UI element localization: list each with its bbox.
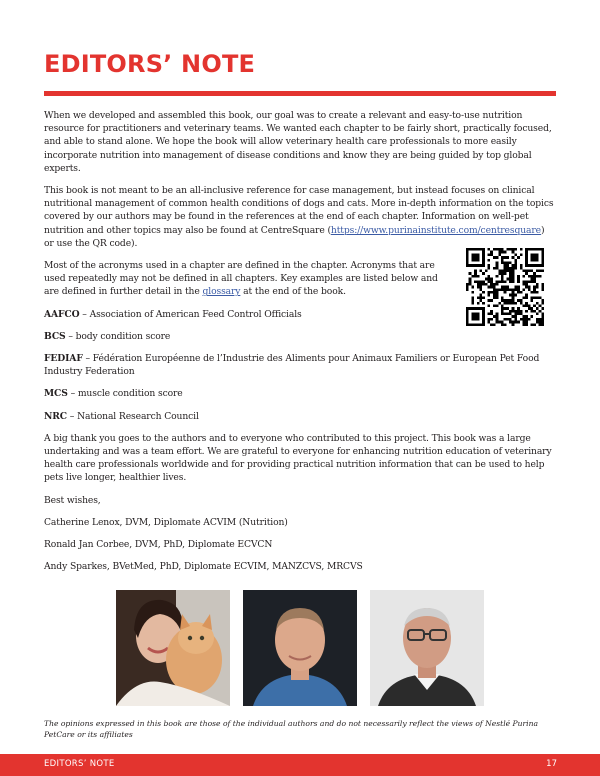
thanks-paragraph: A big thank you goes to the authors and to everyone who contributed to this project. This book was a large undertaking and was a team effort. We are grateful to everyone for enhancing nutrition education of veterinary health care professionals worldwide and for providing practical nutrition information that can be used to help pets live longer, healthier lives.	[44, 432, 552, 484]
editor-name: Andy Sparkes, BVetMed, PhD, Diplomate ECVIM, MANZCVS, MRCVS	[44, 561, 363, 573]
footer-section-label: EDITORS’ NOTE	[44, 759, 115, 769]
glossary-link[interactable]: glossary	[202, 286, 241, 298]
closing-line: Best wishes,	[44, 494, 101, 506]
acronym-intro-text-1: Most of the acronyms used in a chapter are defined in the chapter. Acronyms that are used repeatedly may not be defined in all chapters. Key examples are listed below and are defined in further detail in the	[44, 260, 438, 298]
acronym-term: NRC	[44, 410, 67, 422]
editor-photos	[116, 590, 486, 706]
editor-name: Catherine Lenox, DVM, Diplomate ACVIM (Nutrition)	[44, 516, 288, 528]
acronym-intro-paragraph	[44, 259, 449, 299]
intro-paragraph: When we developed and assembled this book, our goal was to create a relevant and easy-to-use nutrition resource for practitioners and veterinary teams. We wanted each chapter to be fairly short, practically focused, and able to stand alone. We hope the book will allow veterinary health care professionals to more easily incorporate nutrition into management of disease conditions and know they are being guided by top global experts.	[44, 110, 552, 174]
acronym-definition: – body condition score	[65, 330, 171, 342]
page-title: EDITORS’ NOTE	[44, 50, 256, 78]
photo-editor-glasses	[370, 590, 484, 706]
centresquare-link[interactable]: https://www.purinainstitute.com/centresquare	[330, 224, 541, 236]
acronym-intro-text-2: at the end of the book.	[240, 286, 346, 298]
acronym-item	[44, 387, 556, 400]
main-content	[44, 109, 556, 582]
page-footer	[0, 754, 600, 776]
acronym-definition: – National Research Council	[67, 410, 199, 422]
title-rule	[44, 91, 556, 96]
acronym-item	[44, 330, 556, 343]
photo-editor-blue-shirt	[243, 590, 357, 706]
acronym-definition: – muscle condition score	[67, 388, 183, 400]
qr-code-image[interactable]	[466, 248, 544, 326]
acronym-definition: – Fédération Européenne de l’Industrie des Aliments pour Animaux Familiers or European Pet Food Industry Federation	[44, 353, 540, 378]
acronym-term: MCS	[44, 388, 68, 400]
acronym-term: BCS	[44, 330, 66, 342]
acronym-item	[44, 410, 556, 423]
disclaimer: The opinions expressed in this book are those of the individual authors and do not necessarily reflect the views of Nestlé Purina PetCare or its affiliates	[44, 719, 539, 739]
acronym-definition: – Association of American Feed Control Officials	[79, 308, 302, 320]
acronym-item	[44, 352, 556, 378]
page-number: 17	[546, 759, 557, 769]
reference-text-2: or use the QR code).	[44, 237, 138, 249]
photo-editor-with-cat	[116, 590, 230, 706]
reference-paragraph: This book is not meant to be an all-inclusive reference for case management, but instead focuses on clinical nutritional management of common health conditions of dogs and cats. More in-depth information on the topics covered by our authors may be found in the references at the end of each chapter. Information on well-pet nutrition and other topics may also be found at CentreSquare (https://www.purinainstitute.com/centresquare) or use the QR code).	[44, 185, 554, 249]
acronym-term: AAFCO	[44, 308, 80, 320]
acronym-term: FEDIAF	[44, 353, 83, 365]
editor-name: Ronald Jan Corbee, DVM, PhD, Diplomate ECVCN	[44, 539, 273, 551]
reference-text-1: This book is not meant to be an all-inclusive reference for case management, but instead focuses on clinical nutritional management of common health conditions of dogs and cats. More in-depth information on the topics covered by our authors may be found in the references at the end of each chapter. Information on well-pet nutrition and other topics may also be found at CentreSquare (	[44, 185, 554, 236]
